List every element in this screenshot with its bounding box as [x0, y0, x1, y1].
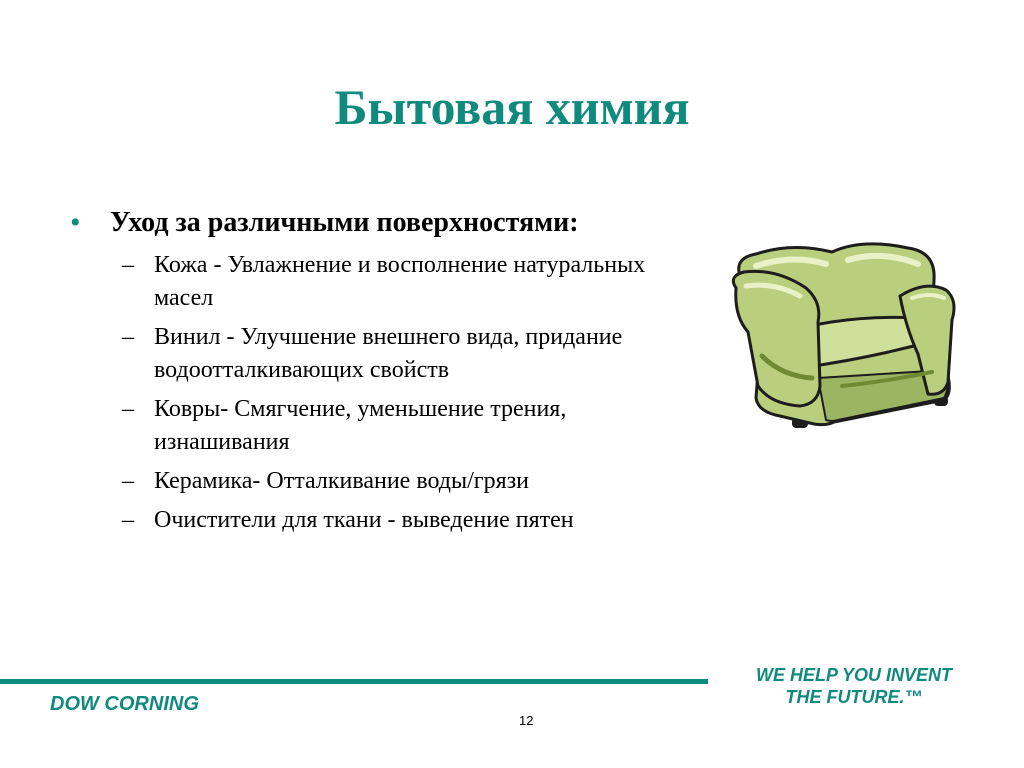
sub-bullet-fabric-cleaners	[122, 504, 710, 537]
tagline-line-1: WE HELP YOU INVENT	[755, 665, 953, 685]
sub-bullet-list	[70, 249, 710, 537]
dash-marker: –	[122, 396, 134, 422]
sub-bullet-text: Кожа - Увлажнение и восполнение натуральных масел	[154, 252, 646, 311]
tagline-line-2: THE FUTURE.™	[785, 687, 923, 707]
sub-bullet-ceramics	[122, 465, 710, 498]
dash-marker: –	[122, 468, 134, 494]
sub-bullet-leather	[122, 249, 710, 315]
slide-content	[70, 205, 710, 543]
sub-bullet-text: Винил - Улучшение внешнего вида, придание водоотталкивающих свойств	[154, 324, 623, 383]
footer-brand: DOW CORNING	[50, 693, 199, 715]
main-bullet-text: Уход за различными поверхностями:	[110, 207, 579, 238]
main-bullet	[70, 205, 710, 241]
sub-bullet-carpets	[122, 393, 710, 459]
sub-bullet-text: Очистители для ткани - выведение пятен	[154, 507, 574, 533]
slide-title: Бытовая химия	[334, 79, 690, 135]
sub-bullet-text: Керамика- Отталкивание воды/грязи	[154, 468, 530, 494]
armchair-left-arm	[733, 271, 820, 406]
page-number: 12	[519, 713, 534, 728]
dash-marker: –	[122, 252, 134, 278]
dash-marker: –	[122, 507, 134, 533]
bullet-marker: •	[70, 206, 81, 239]
armchair-icon	[722, 236, 962, 436]
footer-divider	[0, 679, 708, 684]
dash-marker: –	[122, 324, 134, 350]
sub-bullet-text: Ковры- Смягчение, уменьшение трения, изнашивания	[154, 396, 567, 455]
footer-tagline	[718, 664, 990, 708]
sub-bullet-vinyl	[122, 321, 710, 387]
